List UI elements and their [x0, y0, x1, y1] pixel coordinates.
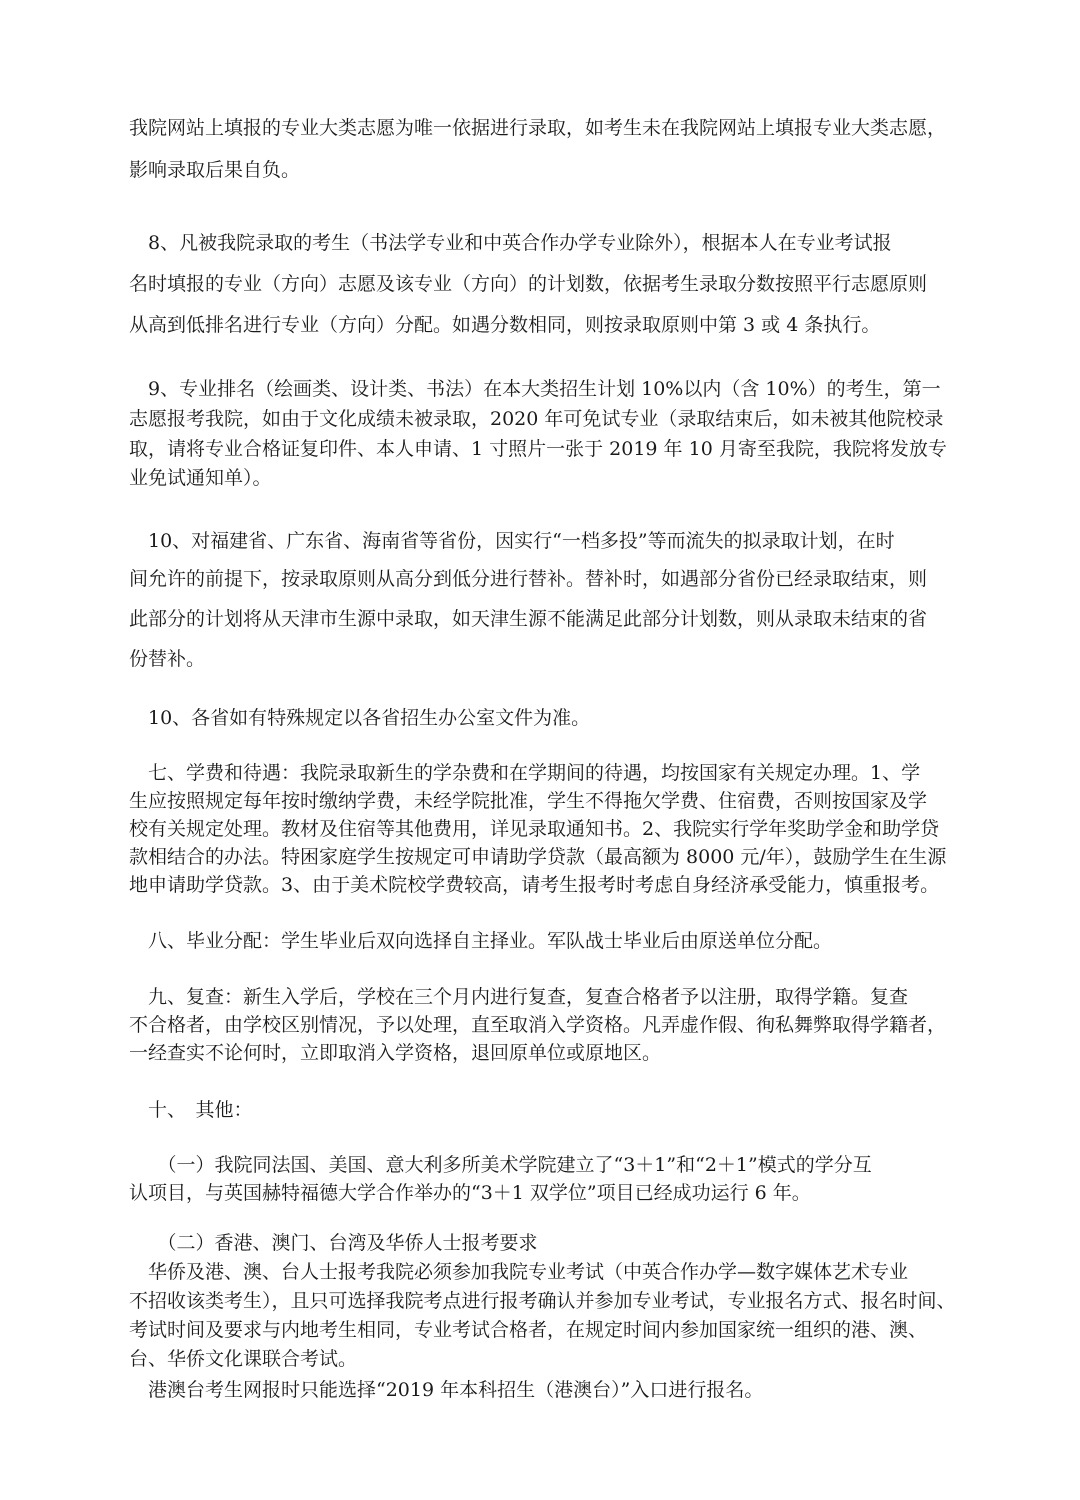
text-line: 10、各省如有特殊规定以各省招生办公室文件为准。 — [129, 707, 591, 729]
text-line: 不招收该类考生），且只可选择我院考点进行报考确认并参加专业考试，专业报名方式、报名时间、 — [129, 1290, 956, 1312]
text-line: 认项目，与英国赫特福德大学合作举办的“3＋1 双学位”项目已经成功运行 6 年。 — [129, 1182, 811, 1204]
text-line: 八、毕业分配：学生毕业后双向选择自主择业。军队战士毕业后由原送单位分配。 — [129, 930, 833, 952]
text-line: 台、华侨文化课联合考试。 — [129, 1348, 358, 1370]
text-line: 不合格者，由学校区别情况，予以处理，直至取消入学资格。凡弄虚作假、徇私舞弊取得学籍者， — [129, 1014, 947, 1036]
text-line: 一经查实不论何时，立即取消入学资格，退回原单位或原地区。 — [129, 1042, 662, 1064]
text-line: 份替补。 — [129, 648, 206, 670]
text-line: 9、专业排名（绘画类、设计类、书法）在本大类招生计划 10%以内（含 10%）的考生，第一 — [129, 378, 941, 400]
text-line: 七、学费和待遇：我院录取新生的学杂费和在学期间的待遇，均按国家有关规定办理。1、学 — [129, 762, 921, 784]
text-line: 考试时间及要求与内地考生相同，专业考试合格者，在规定时间内参加国家统一组织的港、澳、 — [129, 1319, 928, 1341]
text-line: 校有关规定处理。教材及住宿等其他费用，详见录取通知书。2、我院实行学年奖助学金和助学贷 — [129, 818, 940, 840]
text-line: 名时填报的专业（方向）志愿及该专业（方向）的计划数，依据考生录取分数按照平行志愿原则 — [129, 273, 928, 295]
text-line: 生应按照规定每年按时缴纳学费，未经学院批准，学生不得拖欠学费、住宿费，否则按国家及学 — [129, 790, 928, 812]
text-line: （二）香港、澳门、台湾及华侨人士报考要求 — [129, 1232, 538, 1254]
text-line: 取，请将专业合格证复印件、本人申请、1 寸照片一张于 2019 年 10 月寄至我院，我院将发放专 — [129, 438, 947, 460]
text-line: 十、 其他： — [129, 1099, 253, 1121]
text-line: 九、复查：新生入学后，学校在三个月内进行复查，复查合格者予以注册，取得学籍。复查 — [129, 986, 909, 1008]
text-line: 款相结合的办法。特困家庭学生按规定可申请助学贷款（最高额为 8000 元/年），鼓励学生在生源 — [129, 846, 947, 868]
text-line: 间允许的前提下，按录取原则从高分到低分进行替补。替补时，如遇部分省份已经录取结束，则 — [129, 568, 928, 590]
text-line: 地申请助学贷款。3、由于美术院校学费较高，请考生报考时考虑自身经济承受能力，慎重报考。 — [129, 874, 940, 896]
text-line: 华侨及港、澳、台人士报考我院必须参加我院专业考试（中英合作办学—数字媒体艺术专业 — [129, 1261, 909, 1283]
text-line: （一）我院同法国、美国、意大利多所美术学院建立了“3＋1”和“2＋1”模式的学分互 — [129, 1154, 872, 1176]
text-line: 业免试通知单）。 — [129, 467, 272, 489]
text-line: 8、凡被我院录取的考生（书法学专业和中英合作办学专业除外），根据本人在专业考试报 — [129, 232, 892, 254]
text-line: 从高到低排名进行专业（方向）分配。如遇分数相同，则按录取原则中第 3 或 4 条执行。 — [129, 314, 881, 336]
text-line: 10、对福建省、广东省、海南省等省份，因实行“一档多投”等而流失的拟录取计划，在时 — [129, 530, 895, 552]
text-line: 志愿报考我院，如由于文化成绩未被录取，2020 年可免试专业（录取结束后，如未被其他院校录 — [129, 408, 944, 430]
text-line: 影响录取后果自负。 — [129, 159, 301, 181]
text-line: 我院网站上填报的专业大类志愿为唯一依据进行录取，如考生未在我院网站上填报专业大类志愿， — [129, 117, 947, 139]
text-line: 港澳台考生网报时只能选择“2019 年本科招生（港澳台）”入口进行报名。 — [129, 1379, 764, 1401]
text-line: 此部分的计划将从天津市生源中录取，如天津生源不能满足此部分计划数，则从录取未结束的省 — [129, 608, 928, 630]
